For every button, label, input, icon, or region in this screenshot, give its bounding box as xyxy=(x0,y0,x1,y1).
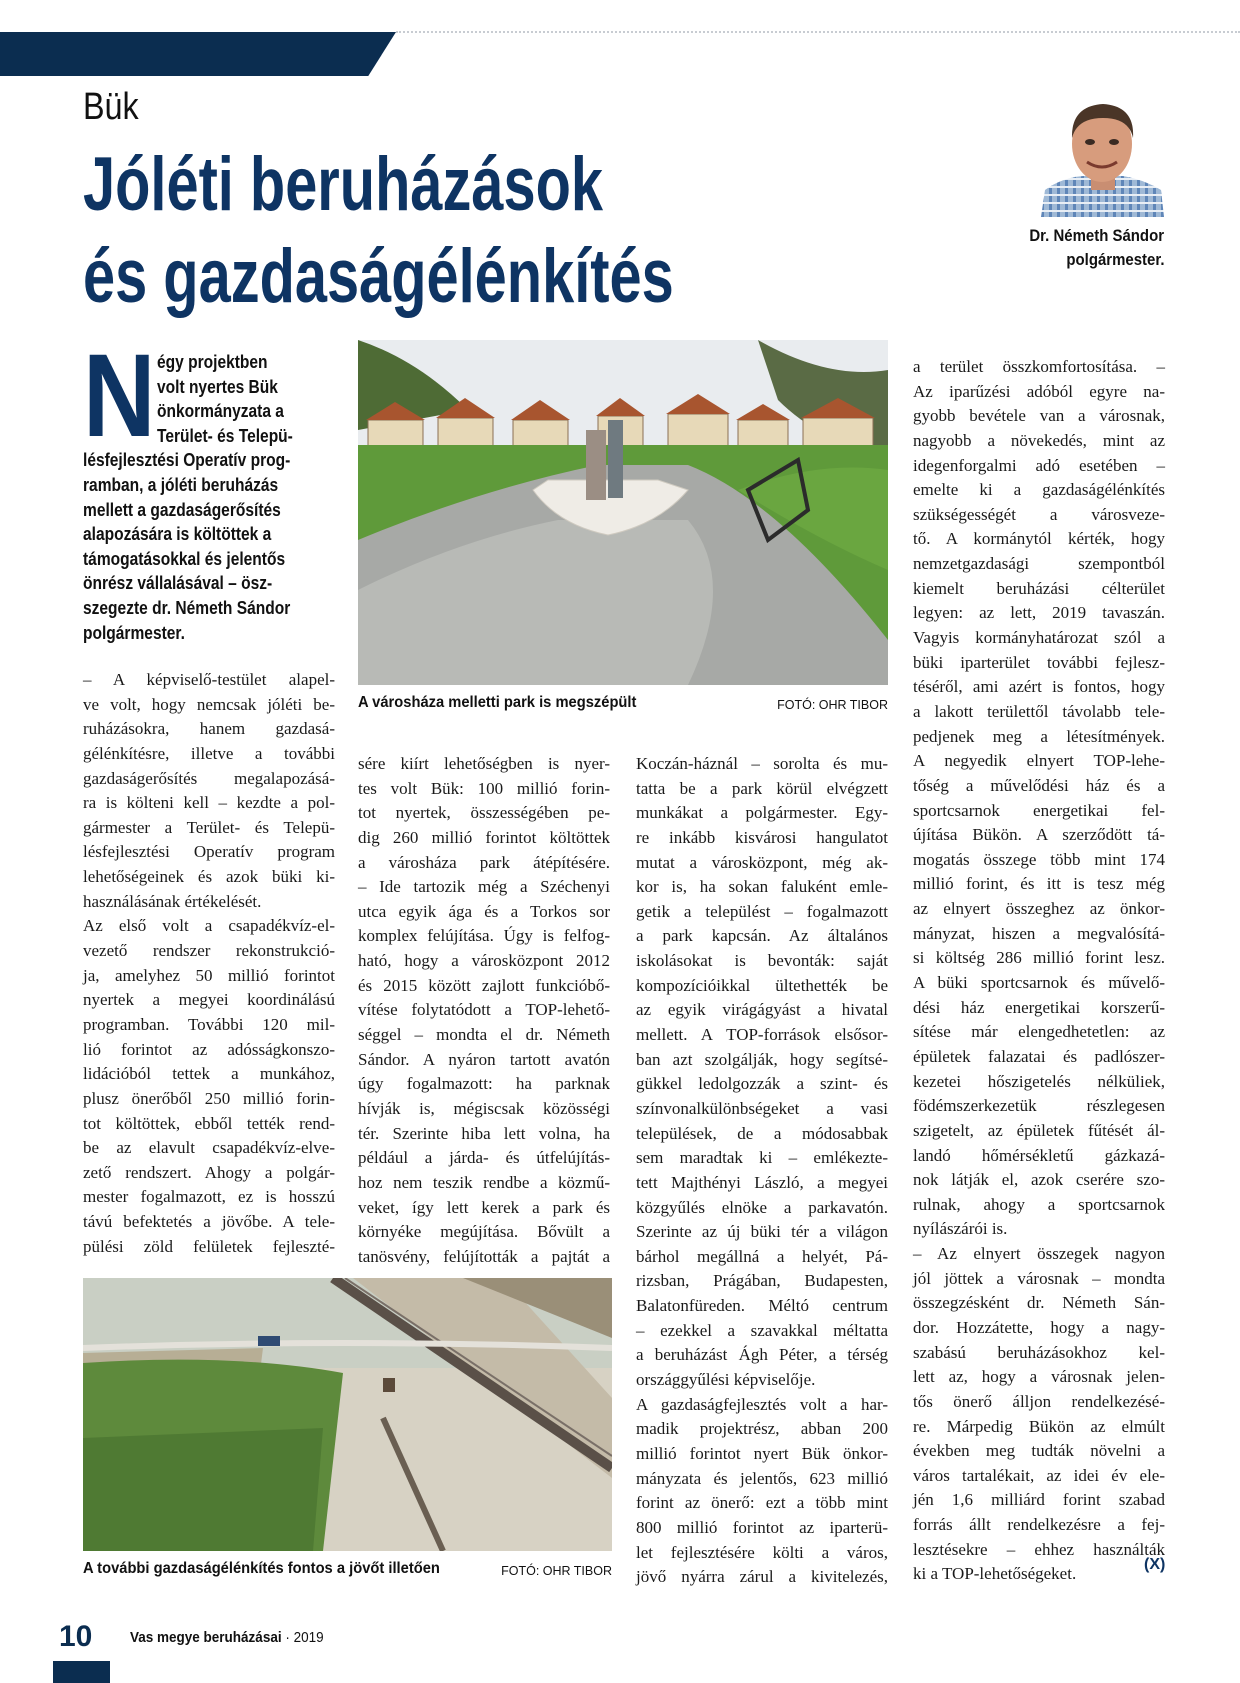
text-line: épületek falazatai és padlószer- xyxy=(913,1046,1165,1066)
text-line: ja, amelyhez 50 millió forintot xyxy=(83,965,335,985)
text-line: bárhol megállná a helyét, Pá- xyxy=(636,1246,888,1266)
text-line: dig 260 millió forintot költöttek xyxy=(358,827,610,847)
text-line: települések, de a módosabbak xyxy=(636,1123,888,1143)
text-line: tér. Szerinte hiba lett volna, ha xyxy=(358,1123,610,1143)
text-line: 800 millió forintot az iparterü- xyxy=(636,1517,888,1537)
page-number: 10 xyxy=(59,1620,93,1653)
text-line: tőség a művelődési ház és a xyxy=(913,775,1165,795)
text-line: szigetelt, az épületek fűtését ál- xyxy=(913,1120,1165,1140)
lead-line: támogatásokkal és jelentős xyxy=(83,547,286,569)
article-signoff: (X) xyxy=(1144,1556,1166,1573)
footer-separator: · xyxy=(285,1629,290,1646)
text-line: gazdaságerősítés megalapozásá- xyxy=(83,768,335,788)
body-paragraph xyxy=(913,1242,1165,1587)
text-line: Az iparűzési adóból egyre na- xyxy=(913,381,1165,401)
text-line: A gazdaságfejlesztés volt a har- xyxy=(636,1394,888,1414)
text-line: Koczán-háznál – sorolta és mu- xyxy=(636,754,888,773)
text-line: színvonalkülönbségeket a vasi xyxy=(636,1098,888,1118)
text-line: ható, hogy a városközpont 2012 xyxy=(358,951,610,971)
text-line: utca egyik ága és a Torkos sor xyxy=(358,901,610,921)
text-line: gélénkítésre, illetve a további xyxy=(83,743,335,763)
text-line: landó hőmérsékletű gázkazá- xyxy=(913,1145,1165,1165)
text-line: újítása Bükön. A szerződött tá- xyxy=(913,825,1165,845)
text-line: kor is, ha sokan faluként emle- xyxy=(636,877,888,897)
text-line: forint az önerő: ezt a több mint xyxy=(636,1493,888,1513)
text-line: sportcsarnok energetikai fel- xyxy=(913,800,1165,820)
text-line: legyen: az lett, 2019 tavaszán. xyxy=(913,603,1165,623)
body-paragraph xyxy=(913,355,1165,1242)
text-line: re. Márpedig Bükön az elmúlt xyxy=(913,1416,1165,1436)
body-column-2 xyxy=(358,752,610,1269)
headline-line-2: és gazdaságélénkítés xyxy=(83,234,674,319)
text-line: büki iparterület további fejlesz- xyxy=(913,652,1165,672)
body-paragraph xyxy=(636,1393,888,1590)
text-line: jén 1,6 milliárd forint szabad xyxy=(913,1490,1165,1510)
portrait-caption-name: Dr. Németh Sándor xyxy=(1029,226,1164,245)
text-line: lió forintot az adósságkonszo- xyxy=(83,1039,335,1059)
text-line: lidációból tettek a munkához, xyxy=(83,1064,335,1084)
lead-line: ramban, a jóléti beruházás xyxy=(83,473,279,495)
text-line: vezető rendszer rekonstrukció- xyxy=(83,941,335,961)
text-line: let fejlesztésére költi a város, xyxy=(636,1542,888,1562)
text-line: téséről, ami azért is fontos, hogy xyxy=(913,677,1165,697)
text-line: összegzésként dr. Németh Sán- xyxy=(913,1293,1165,1313)
text-line: gükkel ledolgozzák a szint- és xyxy=(636,1074,888,1094)
text-line: Szerinte az új büki tér a világon xyxy=(636,1222,888,1242)
text-line: hoz nem teszik rendbe a közmű- xyxy=(358,1172,610,1192)
lead-line: lésfejlesztési Operatív prog- xyxy=(83,449,291,471)
lead-line: Terület- és Telepü- xyxy=(157,424,293,446)
text-line: kezetei hőszigetelés nélküliek, xyxy=(913,1071,1165,1091)
park-photo xyxy=(358,340,888,685)
portrait-caption-role: polgármester. xyxy=(1065,250,1164,269)
publication-year: 2019 xyxy=(293,1629,324,1646)
text-line: millió forint, és itt is tesz még xyxy=(913,874,1165,894)
text-line: nyertek a megyei koordinálású xyxy=(83,990,335,1010)
text-line: úgy fogalmazott: ha parknak xyxy=(358,1074,610,1094)
text-line: szabású beruházásokhoz kel- xyxy=(913,1342,1165,1362)
text-line: környéke megújítása. Bővült a xyxy=(358,1222,610,1242)
text-line: például a járda- és útfelújítás- xyxy=(358,1148,610,1168)
text-line: nok látják el, azok cserére szo- xyxy=(913,1170,1165,1190)
page-number-accent-block xyxy=(53,1661,110,1683)
text-line: idegenforgalmi adó esetében – xyxy=(913,455,1165,475)
text-line: – Ide tartozik még a Széchenyi xyxy=(358,877,610,897)
body-paragraph xyxy=(358,752,610,1269)
text-line: ruházásokra, hanem gazdasá- xyxy=(83,719,335,739)
text-line: gyobb bevétele van a városnak, xyxy=(913,406,1165,426)
text-line: sítése már elengedhetetlen: az xyxy=(913,1022,1165,1042)
text-line: rulnak, ahogy a sportcsarnok xyxy=(913,1194,1165,1214)
text-line: ban azt szolgálják, hogy segítsé- xyxy=(636,1049,888,1069)
text-line: és 2015 között zajlott funkcióbő- xyxy=(358,975,610,995)
text-line: országgyűlési képviselője. xyxy=(636,1370,816,1390)
aerial-photo-credit: FOTÓ: OHR TIBOR xyxy=(501,1564,612,1578)
text-line: hívják is, mégiscsak közösségi xyxy=(358,1098,610,1118)
text-line: a lakott területtől távolabb tele- xyxy=(913,701,1165,721)
footer-publication xyxy=(130,1629,324,1646)
text-line: mányzat, hiszen a megvalósítá- xyxy=(913,923,1165,943)
body-column-1 xyxy=(83,668,335,1259)
text-line: nagyobb a növekedés, mint az xyxy=(913,430,1165,450)
text-line: mányzata és jelentős, 623 millió xyxy=(636,1468,888,1488)
text-line: az egyik virágágyást a hivatal xyxy=(636,1000,888,1020)
text-line: mellett. A TOP-források elsősor- xyxy=(636,1025,888,1045)
text-line: millió forintot nyert Bük önkor- xyxy=(636,1443,888,1463)
text-line: getik a települést – fogalmazott xyxy=(636,901,888,921)
text-line: dor. Hozzátette, hogy a nagy- xyxy=(913,1317,1165,1337)
text-line: tanösvény, felújították a pajtát a xyxy=(358,1246,610,1266)
section-label: Bük xyxy=(83,86,139,128)
text-line: Az első volt a csapadékvíz-el- xyxy=(83,916,335,936)
text-line: sére kiírt lehetőségben is nyer- xyxy=(358,754,610,773)
text-line: programban. További 120 mil- xyxy=(83,1014,335,1034)
lead-line: önkormányzata a xyxy=(157,400,284,422)
text-line: forrás állt rendelkezésre a fej- xyxy=(913,1515,1165,1535)
text-line: lesztésekre – ehhez használták xyxy=(913,1539,1165,1559)
text-line: zető rendszert. Ahogy a polgár- xyxy=(83,1162,335,1182)
lead-line: égy projektben xyxy=(157,351,268,372)
body-paragraph xyxy=(83,914,335,1259)
text-line: kompozícióikkal ültethették be xyxy=(636,975,888,995)
lead-line: polgármester. xyxy=(83,621,185,643)
header-dotted-rule xyxy=(396,31,1240,33)
text-line: a terület összkomfortosítása. – xyxy=(913,357,1165,376)
body-column-3 xyxy=(636,752,888,1590)
text-line: tes volt Bük: 100 millió forin- xyxy=(358,778,610,798)
publication-name: Vas megye beruházásai xyxy=(130,1629,282,1646)
text-line: madik projektrész, abban 200 xyxy=(636,1419,888,1439)
text-line: mutat a városközpont, még ak- xyxy=(636,852,888,872)
text-line: sem maradtak ki – emlékezte- xyxy=(636,1148,888,1168)
text-line: pedjenek meg a létesítmények. xyxy=(913,726,1165,746)
lead-line: szegezte dr. Németh Sándor xyxy=(83,596,291,618)
lead-line: alapozására is költöttek a xyxy=(83,523,272,545)
text-line: a városháza park átépítésére. xyxy=(358,852,610,872)
text-line: ra is költeni kell – kezdte a pol- xyxy=(83,793,335,813)
text-line: veket, így lett kerek a park és xyxy=(358,1197,610,1217)
text-line: gármester a Terület- és Telepü- xyxy=(83,817,335,837)
body-paragraph xyxy=(636,752,888,1393)
text-line: használásának értékelését. xyxy=(83,891,262,911)
text-line: A büki sportcsarnok és művelő- xyxy=(913,973,1165,993)
text-line: be az elavult csapadékvíz-elve- xyxy=(83,1138,335,1158)
text-line: közgyűlés elnöke a parkavatón. xyxy=(636,1197,888,1217)
text-line: Balatonfüreden. Méltó centrum xyxy=(636,1296,888,1316)
text-line: re inkább kisvárosi hangulatot xyxy=(636,827,888,847)
lead-line: volt nyertes Bük xyxy=(157,375,278,397)
text-line: ve volt, hogy nemcsak jóléti be- xyxy=(83,694,335,714)
lead-line: mellett a gazdaságerősítés xyxy=(83,498,281,520)
body-column-4 xyxy=(913,355,1165,1587)
drop-cap: N xyxy=(83,330,156,462)
text-line: tett Majthényi László, a megyei xyxy=(636,1172,888,1192)
headline-line-1: Jóléti beruházások xyxy=(83,142,604,227)
text-line: kiemelt beruházási célterület xyxy=(913,578,1165,598)
text-line: vítése folytatódott a TOP-lehető- xyxy=(358,1000,610,1020)
text-line: dési ház energetikai korszerű- xyxy=(913,997,1165,1017)
text-line: tős önerő álljon rendelkezésé- xyxy=(913,1391,1165,1411)
text-line: – A képviselő-testület alapel- xyxy=(83,670,335,689)
header-accent-bar xyxy=(0,32,396,76)
text-line: jövő nyárra zárul a kivitelezés, xyxy=(636,1567,888,1587)
text-line: a beruházást Ágh Péter, a térség xyxy=(636,1345,888,1365)
text-line: – Az elnyert összegek nagyon xyxy=(913,1244,1165,1264)
text-line: si költség 286 millió forint lesz. xyxy=(913,948,1165,968)
text-line: távú befektetés a jövőbe. A tele- xyxy=(83,1212,335,1232)
text-line: A negyedik elnyert TOP-lehe- xyxy=(913,751,1165,771)
text-line: Sándor. A nyáron tartott avatón xyxy=(358,1049,610,1069)
text-line: nemzetgazdasági szempontból xyxy=(913,554,1165,574)
text-line: tatta be a park körül elvégzett xyxy=(636,778,888,798)
text-line: években meg tudták növelni a xyxy=(913,1441,1165,1461)
text-line: tő. A kormánytól kérték, hogy xyxy=(913,529,1165,549)
text-line: emelte ki a gazdaságélénkítés xyxy=(913,480,1165,500)
text-line: födémszerkezetük részlegesen xyxy=(913,1096,1165,1116)
text-line: rizsban, Prágában, Budapesten, xyxy=(636,1271,888,1291)
text-line: plusz önerőből 250 millió forin- xyxy=(83,1088,335,1108)
text-line: pülési zöld felületek fejleszté- xyxy=(83,1236,335,1256)
text-line: szükségességét a városveze- xyxy=(913,504,1165,524)
text-line: séggel – mondta el dr. Németh xyxy=(358,1025,610,1045)
text-line: lett az, hogy a városnak jelen- xyxy=(913,1367,1165,1387)
text-line: ki a TOP-lehetőségeket. xyxy=(913,1564,1077,1584)
text-line: jól jöttek a városnak – mondta xyxy=(913,1268,1165,1288)
text-line: komplex felújítása. Úgy is felfog- xyxy=(358,926,610,946)
park-photo-credit: FOTÓ: OHR TIBOR xyxy=(777,698,888,712)
text-line: – ezekkel a szavakkal méltatta xyxy=(636,1320,888,1340)
text-line: tot nyertek, összességében pe- xyxy=(358,803,610,823)
text-line: az elnyert összeghez az önkor- xyxy=(913,899,1165,919)
body-paragraph xyxy=(83,668,335,914)
lead-paragraph xyxy=(83,330,343,645)
text-line: munkákat a polgármester. Egy- xyxy=(636,803,888,823)
park-photo-caption: A városháza melletti park is megszépült xyxy=(358,694,637,711)
text-line: mester fogalmazott, ez is hosszú xyxy=(83,1187,335,1207)
lead-line: önrész vállalásával – ösz- xyxy=(83,572,273,594)
mayor-portrait-photo xyxy=(1041,98,1164,217)
text-line: lésfejlesztési Operatív program xyxy=(83,842,335,862)
text-line: iskolásokat is bevonták: saját xyxy=(636,951,888,971)
text-line: tot költöttek, ebből tették rend- xyxy=(83,1113,335,1133)
aerial-photo-caption: A további gazdaságélénkítés fontos a jövőt illetően xyxy=(83,1560,440,1577)
text-line: város tartalékait, az idei év ele- xyxy=(913,1465,1165,1485)
text-line: mogatás összege több mint 174 xyxy=(913,849,1165,869)
text-line: lehetőségeinek és azok büki ki- xyxy=(83,867,335,887)
aerial-photo xyxy=(83,1278,612,1551)
text-line: nyílászárói is. xyxy=(913,1219,1008,1239)
text-line: a park kapcsán. Az általános xyxy=(636,926,888,946)
text-line: Vagyis kormányhatározat szól a xyxy=(913,628,1165,648)
